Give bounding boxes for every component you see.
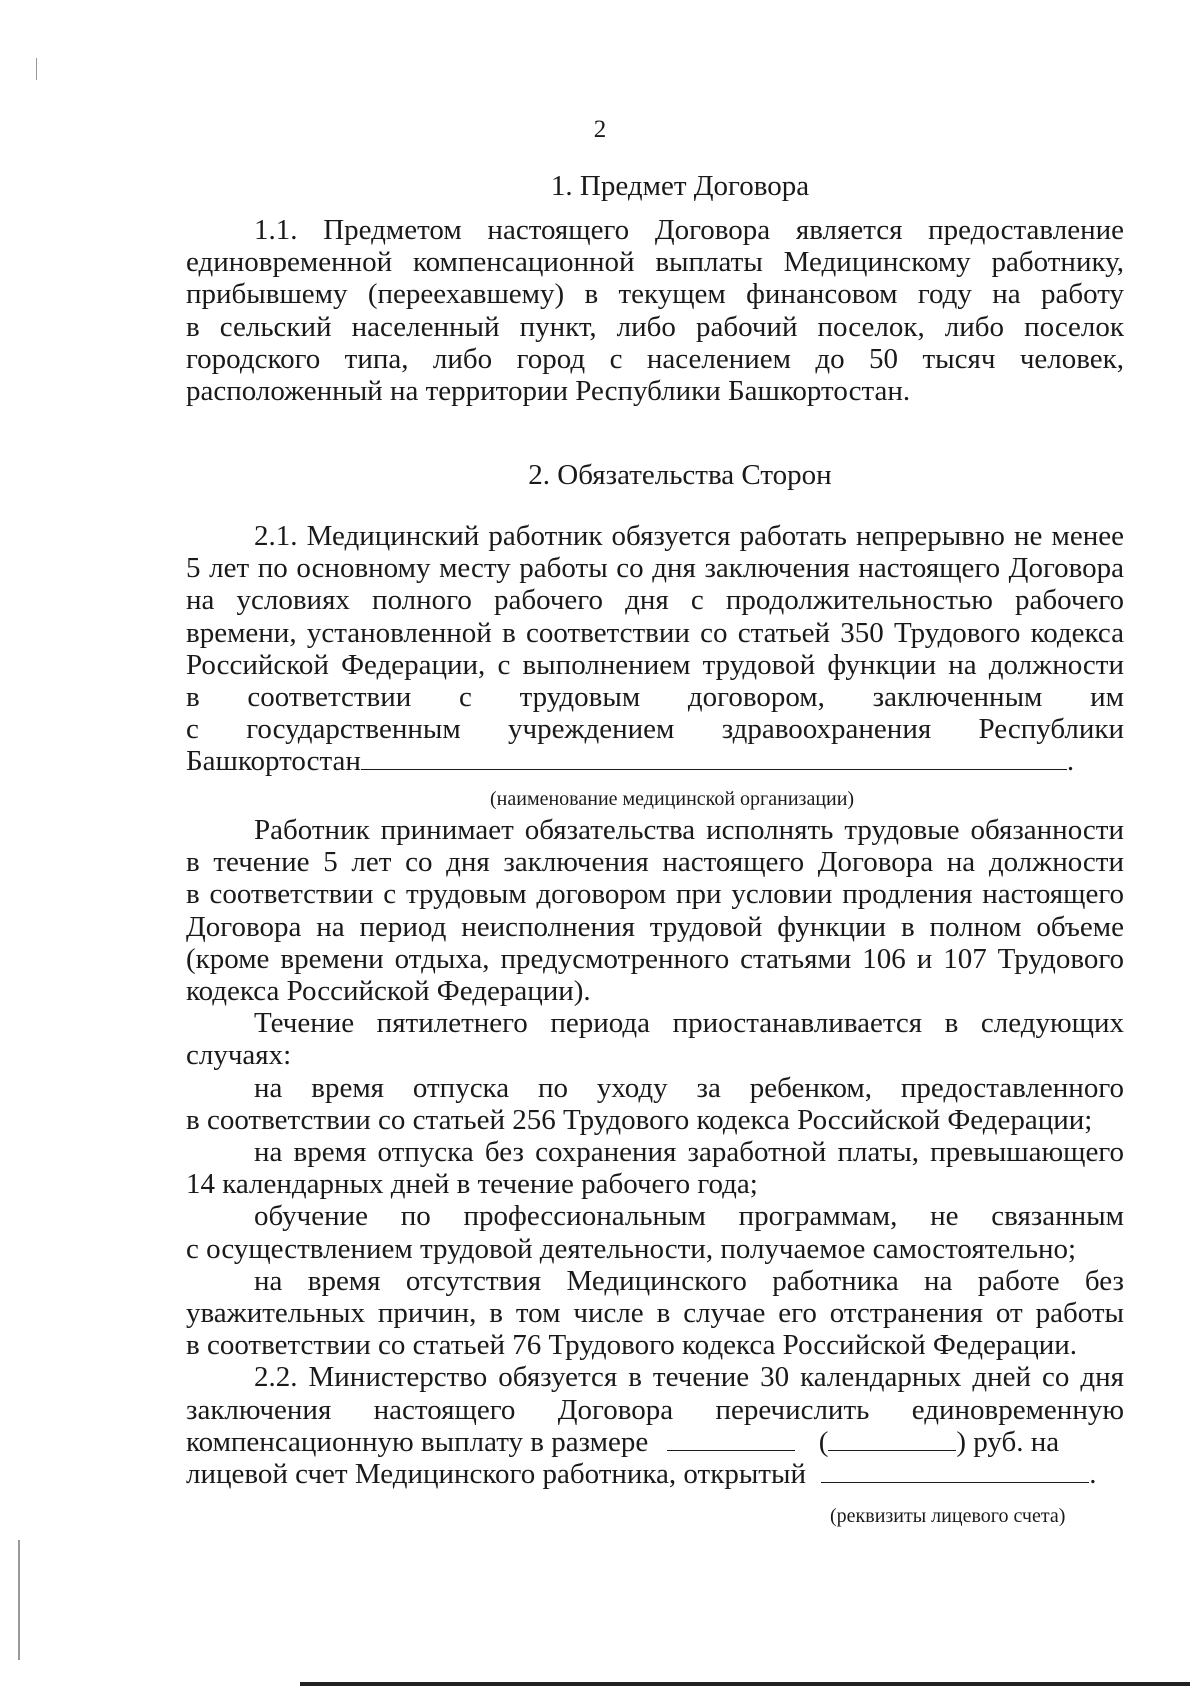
text-fragment: Башкортостан xyxy=(186,745,361,778)
scan-bottom-line xyxy=(300,1682,1190,1686)
text-line: Работник принимает обязательства исполнять трудовые обязанности xyxy=(254,814,1124,846)
section-1-heading: 1. Предмет Договора xyxy=(550,170,810,202)
text-line: уважительных причин, в том числе в случае его отстранения от работы xyxy=(186,1297,1124,1330)
text-line: обучение по профессиональным программам, не связанным xyxy=(254,1200,1124,1233)
text-line: расположенный на территории Республики Башкортостан. xyxy=(186,375,911,408)
amount-digits-field[interactable] xyxy=(667,1428,795,1451)
text-fragment: . xyxy=(1089,1458,1097,1491)
clause-1-1 xyxy=(186,214,1124,407)
page-number: 2 xyxy=(593,116,607,143)
text-line: на время отпуска без сохранения заработной платы, превышающего xyxy=(254,1136,1124,1169)
text-line: на условиях полного рабочего дня с продолжительностью рабочего xyxy=(186,584,1124,617)
scan-edge-mark xyxy=(36,58,37,80)
text-line: с государственным учреждением здравоохранения Республики xyxy=(186,713,1124,746)
text-line: в соответствии с трудовым договором при условии продления настоящего xyxy=(186,878,1124,911)
text-line: заключения настоящего Договора перечислить единовременную xyxy=(186,1393,1124,1426)
text-line xyxy=(186,1458,1124,1490)
text-line xyxy=(186,1426,1124,1458)
text-line: времени, установленной в соответствии со статьей 350 Трудового кодекса xyxy=(186,616,1124,649)
text-fragment: . xyxy=(1066,745,1075,778)
scan-edge-mark xyxy=(18,1540,20,1660)
section-2-heading: 2. Обязательства Сторон xyxy=(528,459,832,491)
text-line: прибывшему (переехавшему) в текущем финансовом году на работу xyxy=(186,278,1124,311)
text-fragment: ( xyxy=(818,1425,829,1458)
organization-name-field[interactable] xyxy=(361,747,1067,770)
text-line: с осуществлением трудовой деятельности, получаемое самостоятельно; xyxy=(186,1232,1077,1265)
text-fragment: компенсационную выплату в размере xyxy=(186,1425,649,1458)
text-line xyxy=(186,745,1124,777)
organization-caption: (наименование медицинской организации) xyxy=(490,788,855,810)
text-line: в течение 5 лет со дня заключения настоящего Договора на должности xyxy=(186,846,1124,879)
text-line: городского типа, либо город с населением до 50 тысяч человек, xyxy=(186,342,1124,375)
text-line: единовременной компенсационной выплаты Медицинскому работнику, xyxy=(186,246,1124,279)
text-line: в сельский населенный пункт, либо рабочий поселок, либо поселок xyxy=(186,310,1124,343)
text-line: 2.2. Министерство обязуется в течение 30 календарных дней со дня xyxy=(254,1361,1124,1394)
text-line: Договора на период неисполнения трудовой функции в полном объеме xyxy=(186,910,1124,943)
text-line: случаях: xyxy=(186,1039,292,1072)
text-line: Российской Федерации, с выполнением трудовой функции на должности xyxy=(186,648,1124,681)
account-details-field[interactable] xyxy=(821,1460,1089,1483)
text-fragment: лицевой счет Медицинского работника, открытый xyxy=(186,1458,806,1491)
text-line: в соответствии со статьей 256 Трудового кодекса Российской Федерации; xyxy=(186,1103,1093,1136)
text-line: 5 лет по основному месту работы со дня заключения настоящего Договора xyxy=(186,552,1124,585)
text-fragment: ) руб. на xyxy=(956,1425,1060,1458)
text-line: (кроме времени отдыха, предусмотренного статьями 106 и 107 Трудового xyxy=(186,942,1124,975)
worker-obligations xyxy=(186,814,1124,1490)
text-line: в соответствии со статьей 76 Трудового кодекса Российской Федерации. xyxy=(186,1329,1078,1362)
text-line: кодекса Российской Федерации). xyxy=(186,975,591,1008)
amount-words-field[interactable] xyxy=(828,1428,956,1451)
clause-2-1 xyxy=(186,520,1124,778)
text-line: Течение пятилетнего периода приостанавливается в следующих xyxy=(254,1007,1124,1040)
text-line: 14 календарных дней в течение рабочего года; xyxy=(186,1168,758,1201)
text-line: в соответствии с трудовым договором, заключенным им xyxy=(186,681,1124,714)
text-line: 1.1. Предметом настоящего Договора является предоставление xyxy=(254,214,1124,246)
account-caption: (реквизиты лицевого счета) xyxy=(830,1505,1066,1527)
text-line: на время отпуска по уходу за ребенком, предоставленного xyxy=(254,1071,1124,1104)
text-line: 2.1. Медицинский работник обязуется работать непрерывно не менее xyxy=(254,520,1124,552)
text-line: на время отсутствия Медицинского работника на работе без xyxy=(254,1264,1124,1297)
